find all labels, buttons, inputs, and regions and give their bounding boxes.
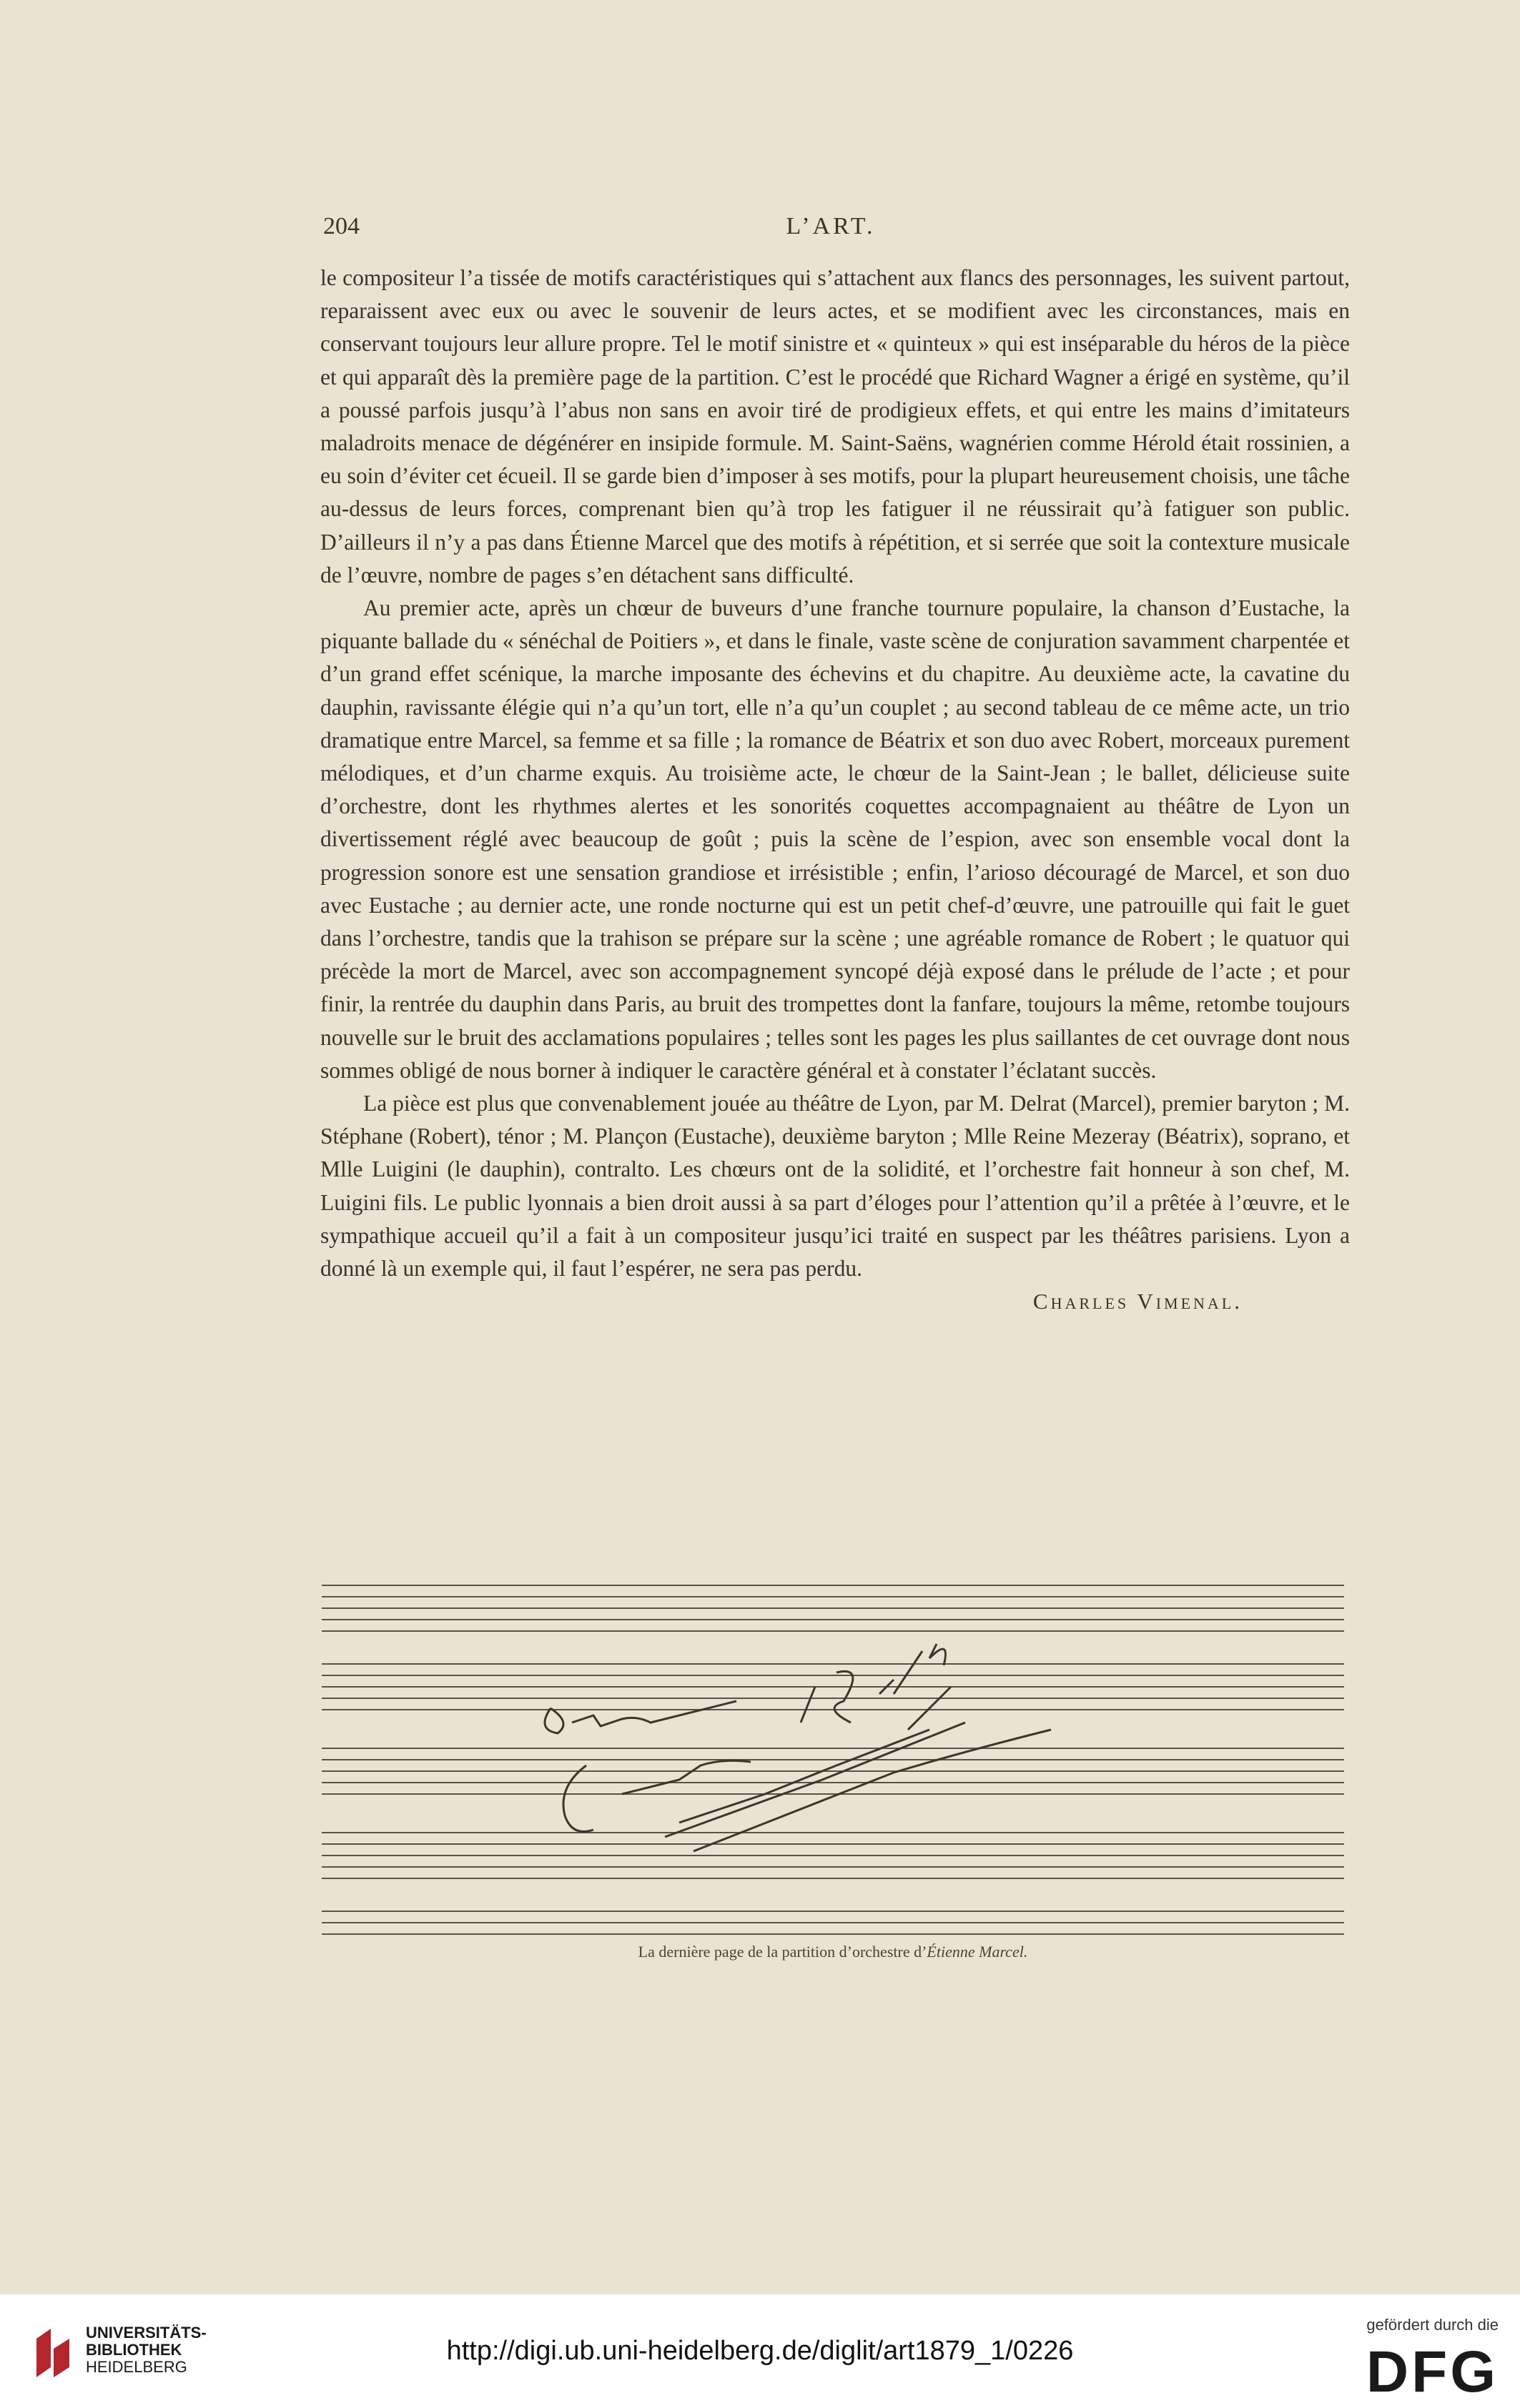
digitization-footer (0, 2294, 1520, 2408)
library-line-1: UNIVERSITÄTS- (86, 2324, 207, 2342)
page-number: 204 (323, 213, 360, 239)
caption-title: Étienne Marcel. (927, 1943, 1028, 1961)
running-head (323, 213, 1338, 249)
library-line-3: HEIDELBERG (86, 2358, 187, 2376)
staff-lines (322, 1585, 1344, 1934)
score-facsimile (322, 1580, 1344, 1937)
permalink-url[interactable]: http://digi.ub.uni-heidelberg.de/diglit/art1879_1/0226 (446, 2336, 1074, 2366)
paragraph-3: La pièce est plus que convenablement jouée au théâtre de Lyon, par M. Delrat (Marcel), premier baryton ; M. Stéphane (Robert), ténor ; M. Plançon (Eustache), deuxième baryton ; Mlle Reine Mezeray (Béatrix), soprano, et Mlle Luigini (le dauphin), contralto. Les chœurs ont de la solidité, et l’orchestre fait honneur à son chef, M. Luigini fils. Le public lyonnais a bien droit aussi à sa part d’éloges pour l’attention qu’il a prêtée à l’œuvre, et le sympathique accueil qu’il a fait à un compositeur jusqu’ici traité en suspect par les théâtres parisiens. Lyon a donné là un exemple qui, il faut l’espérer, ne sera pas perdu. (320, 1091, 1350, 1282)
library-line-2: BIBLIOTHEK (86, 2341, 182, 2359)
dfg-logo: DFG (1366, 2339, 1499, 2404)
author-signature: Charles Vimenal. (1032, 1289, 1243, 1314)
journal-title: L’ART. (786, 213, 876, 239)
caption-text: La dernière page de la partition d’orchestre d’ (638, 1943, 927, 1961)
paragraph-1: le compositeur l’a tissée de motifs caractéristiques qui s’attachent aux flancs des personnages, les suivent partout, reparaissent avec eux ou avec le souvenir de leurs actes, et se modifient avec les circonstances, mais en conservant toujours leur allure propre. Tel le motif sinistre et « quinteux » qui est inséparable du héros de la pièce et qui apparaît dès la première page de la partition. C’est le procédé que Richard Wagner a érigé en système, qu’il a poussé parfois jusqu’à l’abus non sans en avoir tiré de prodigieux effets, et qui entre les mains d’imitateurs maladroits menace de dégénérer en insipide formule. M. Saint-Saëns, wagnérien comme Hérold était rossinien, a eu soin d’éviter cet écueil. Il se garde bien d’imposer à ses motifs, pour la plupart heureusement choisis, une tâche au-dessus de leurs forces, comprenant bien qu’à trop les fatiguer il ne réussirait qu’à fatiguer son public. D’ailleurs il n’y a pas dans Étienne Marcel que des motifs à répétition, et si serrée que soit la contexture musicale de l’œuvre, nombre de pages s’en détachent sans difficulté. (320, 265, 1350, 588)
handwritten-date (545, 1644, 951, 1733)
paragraph-2: Au premier acte, après un chœur de buveurs d’une franche tournure populaire, la chanson d’Eustache, la piquante ballade du « sénéchal de Poitiers », et dans le finale, vaste scène de conjuration savamment charpentée et d’un grand effet scénique, la marche imposante des échevins et du chapitre. Au deuxième acte, la cavatine du dauphin, ravissante élégie qui n’a qu’un tort, elle n’a qu’un couplet ; au second tableau de ce même acte, un trio dramatique entre Marcel, sa femme et sa fille ; la romance de Béatrix et son duo avec Robert, morceaux purement mélodiques, et d’un charme exquis. Au troisième acte, le chœur de la Saint-Jean ; le ballet, délicieuse suite d’orchestre, dont les rhythmes alertes et les sonorités coquettes accompagnaient au théâtre de Lyon un divertissement réglé avec beaucoup de goût ; puis la scène de l’espion, avec son ensemble vocal dont la progression sonore est une sensation grandiose et irrésistible ; enfin, l’arioso découragé de Marcel, et son duo avec Eustache ; au dernier acte, une ronde nocturne qui est un petit chef-d’œuvre, une patrouille qui fait le guet dans l’orchestre, tandis que la trahison se prépare sur la scène ; une agréable romance de Robert ; le quatuor qui précède la mort de Marcel, avec son accompagnement syncopé déjà exposé dans le prélude de l’acte ; et pour finir, la rentrée du dauphin dans Paris, au bruit des trompettes dont la fanfare, toujours la même, retombe toujours nouvelle sur le bruit des acclamations populaires ; telles sont les pages les plus saillantes de cet ouvrage dont nous sommes obligé de nous borner à indiquer le caractère général et à constater l’éclatant succès. (320, 595, 1350, 1083)
figure-caption (322, 1943, 1344, 1961)
article-body (320, 262, 1350, 1319)
funder-label: gefördert durch die (1366, 2316, 1499, 2334)
